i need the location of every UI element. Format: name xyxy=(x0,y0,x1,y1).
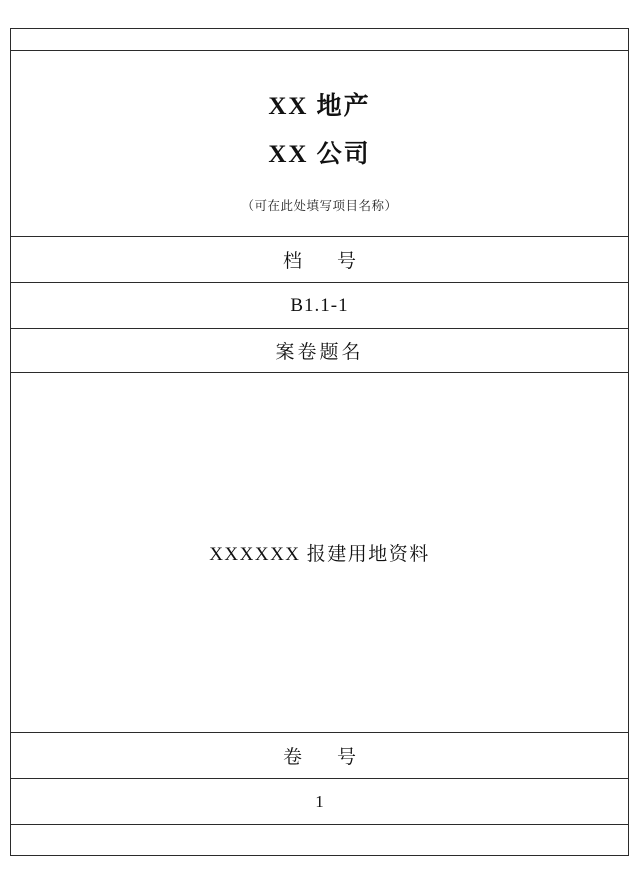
archive-number-value-row xyxy=(11,283,628,329)
archive-number-value: B1.1-1 xyxy=(290,294,349,316)
volume-number-value-row xyxy=(11,779,628,825)
archive-cover-frame xyxy=(10,28,629,856)
volume-number-value: 1 xyxy=(315,791,324,811)
file-title-value: XXXXXX 报建用地资料 xyxy=(209,544,430,565)
top-strip-row xyxy=(11,29,628,51)
bottom-strip-row xyxy=(11,825,628,855)
file-title-value-area xyxy=(11,373,628,733)
archive-number-label: 档 号 xyxy=(282,251,364,272)
company-name-line-1: XX 地产 xyxy=(268,93,371,120)
file-title-label-row xyxy=(11,329,628,373)
volume-number-label: 卷 号 xyxy=(282,747,364,768)
volume-number-label-row xyxy=(11,733,628,779)
file-title-label: 案卷题名 xyxy=(275,342,364,363)
project-name-hint: （可在此处填写项目名称） xyxy=(241,199,398,213)
company-name-line-2: XX 公司 xyxy=(268,140,371,168)
company-header-band xyxy=(11,51,628,237)
archive-number-label-row xyxy=(11,237,628,283)
